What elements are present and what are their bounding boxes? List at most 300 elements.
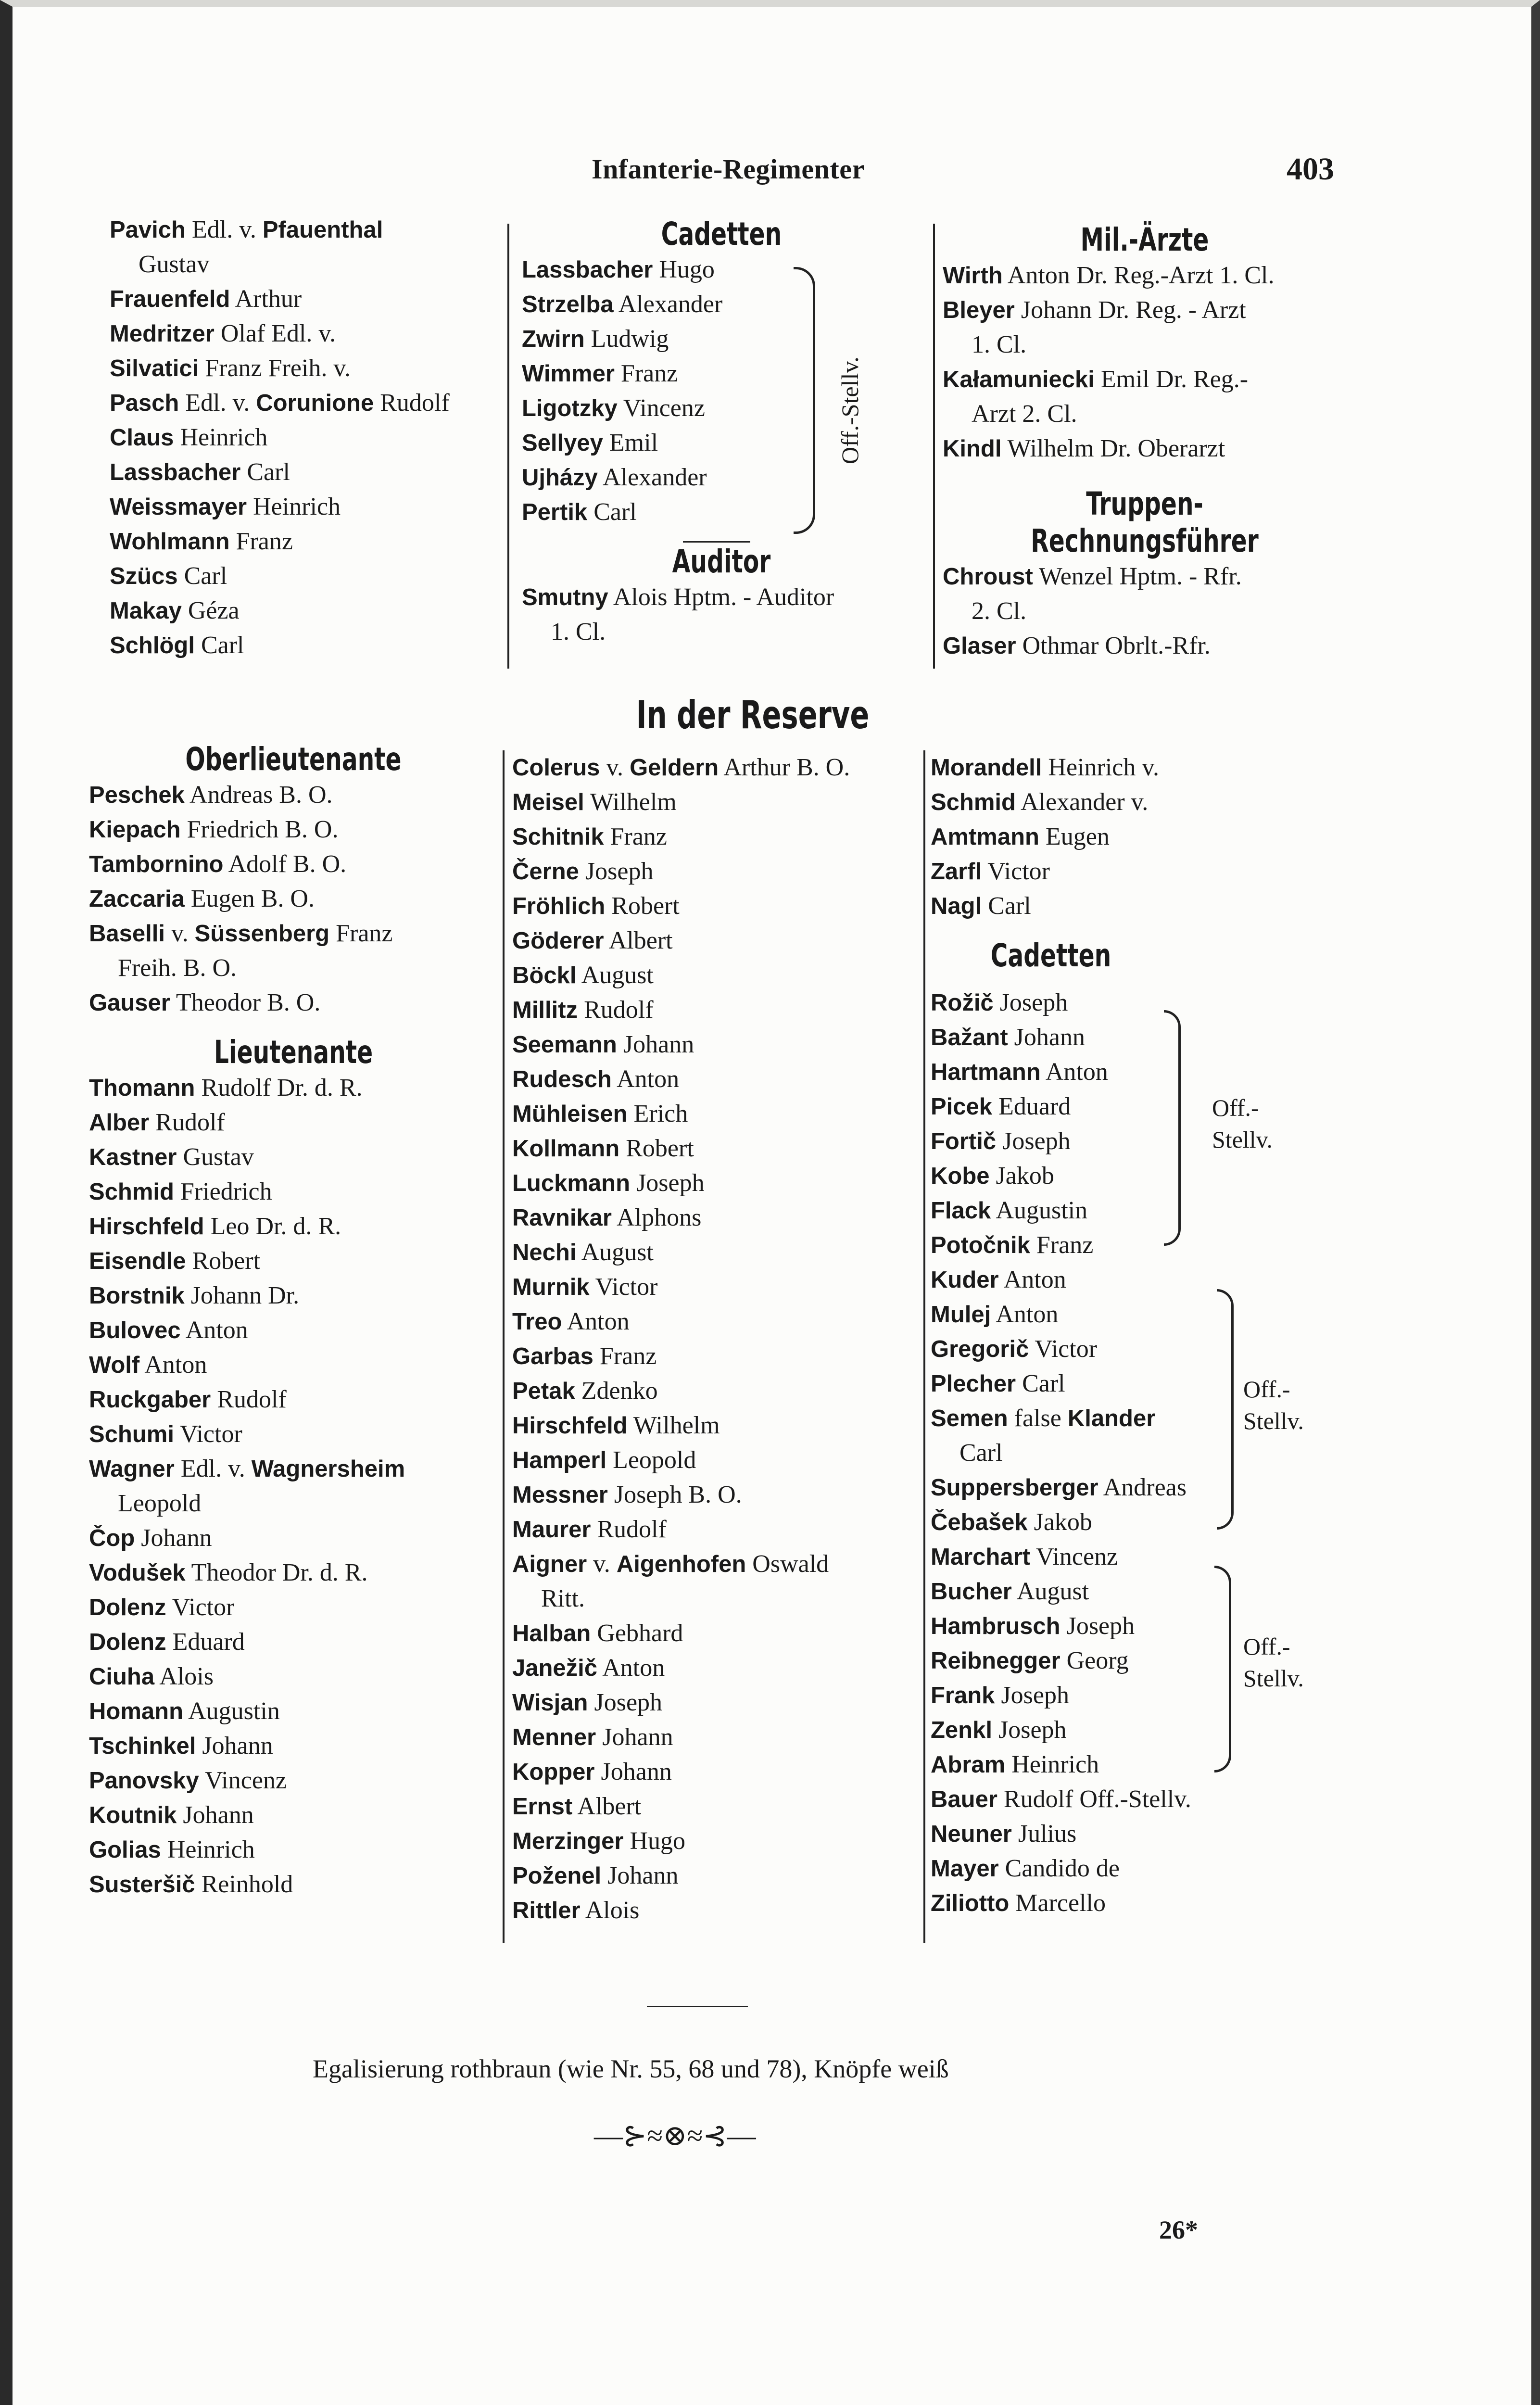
given-name: Oswald	[746, 1550, 829, 1578]
reserve-heading: In der Reserve	[636, 693, 870, 737]
given-name: Edl. v.	[185, 216, 263, 243]
given-name: Victor	[174, 1420, 242, 1448]
list-entry	[931, 889, 1363, 924]
surname: Čebašek	[931, 1509, 1028, 1535]
surname: Ernst	[512, 1794, 573, 1820]
list-entry	[512, 1789, 926, 1824]
given-name: Johann	[601, 1862, 679, 1889]
surname: Geldern	[630, 755, 719, 781]
surname: Claus	[110, 425, 174, 451]
given-name: Ludwig	[584, 325, 669, 353]
surname: Silvatici	[110, 355, 199, 381]
auditor-list	[522, 580, 921, 649]
list-entry	[89, 1833, 498, 1867]
surname: Panovsky	[89, 1768, 199, 1794]
list-entry	[931, 1851, 1363, 1886]
list-entry	[89, 916, 498, 951]
given-name: Alexander	[613, 291, 723, 318]
list-entry	[512, 1443, 926, 1478]
surname: Aigner	[512, 1551, 587, 1577]
given-name: Theodor Dr. d. R.	[185, 1559, 368, 1586]
given-name: Georg	[1060, 1647, 1129, 1674]
surname: Hirschfeld	[512, 1413, 628, 1439]
surname: Zwirn	[522, 326, 585, 352]
list-entry	[512, 1720, 926, 1755]
given-name: Joseph	[996, 1127, 1071, 1155]
list-entry	[110, 351, 504, 386]
list-entry	[89, 778, 498, 812]
reserve-list-right	[931, 750, 1363, 1921]
given-name: 1. Cl.	[551, 618, 606, 646]
given-name: Rudolf	[374, 389, 450, 417]
given-name: Ritt.	[541, 1585, 585, 1612]
given-name: Leo Dr. d. R.	[204, 1213, 341, 1240]
surname: Suppersberger	[931, 1475, 1098, 1501]
surname: Rožič	[931, 990, 994, 1016]
surname: Susteršič	[89, 1872, 195, 1898]
list-entry	[943, 559, 1347, 594]
given-name: Augustin	[183, 1697, 280, 1725]
list-entry	[931, 820, 1363, 854]
surname: Ravnikar	[512, 1205, 612, 1231]
given-name: Anton	[562, 1308, 630, 1335]
list-entry	[512, 1131, 926, 1166]
list-entry	[931, 986, 1363, 1020]
list-entry	[110, 282, 504, 316]
given-name: Anton	[611, 1065, 680, 1093]
list-entry	[89, 812, 498, 847]
given-name: Edl. v.	[179, 389, 256, 417]
egalisierung-note: Egalisierung rothbraun (wie Nr. 55, 68 und 78), Knöpfe weiß	[313, 2054, 949, 2083]
list-entry	[89, 1452, 498, 1486]
milaerzte-heading: Mil.-Ärzte	[1080, 221, 1209, 258]
given-name: Leopold	[118, 1490, 202, 1517]
given-name: 2. Cl.	[972, 597, 1027, 625]
surname: Wagner	[89, 1456, 175, 1482]
given-name: v.	[587, 1550, 617, 1578]
list-entry	[512, 1408, 926, 1443]
page-number: 403	[1287, 152, 1334, 187]
surname: Kindl	[943, 436, 1002, 462]
surname: Schmid	[89, 1179, 174, 1205]
given-name: Augustin	[991, 1197, 1088, 1224]
surname: Schitnik	[512, 824, 604, 850]
reserve-list-right-top	[931, 750, 1363, 924]
surname: Mayer	[931, 1856, 999, 1882]
list-entry	[89, 1486, 498, 1521]
list-entry	[931, 1332, 1363, 1367]
list-entry	[512, 785, 926, 820]
surname: Millitz	[512, 997, 578, 1023]
surname: Potočnik	[931, 1232, 1030, 1258]
given-name: Candido de	[998, 1855, 1120, 1882]
given-name: Alexander	[597, 464, 707, 491]
list-entry	[512, 1547, 926, 1582]
surname: Smutny	[522, 584, 608, 610]
list-entry	[931, 1297, 1363, 1332]
surname: Peschek	[89, 782, 185, 808]
given-name: August	[576, 962, 654, 989]
surname: Ziliotto	[931, 1890, 1010, 1916]
given-name: Eduard	[992, 1093, 1071, 1120]
list-entry	[89, 1105, 498, 1140]
given-name: Franz	[593, 1342, 657, 1370]
list-entry	[943, 258, 1347, 293]
divider	[683, 541, 750, 543]
given-name: Vincenz	[617, 394, 705, 422]
given-name: Olaf Edl. v.	[214, 320, 336, 347]
surname: Schlögl	[110, 633, 195, 658]
list-entry	[89, 1348, 498, 1382]
list-entry	[512, 1097, 926, 1131]
surname: Fröhlich	[512, 893, 606, 919]
surname: Mulej	[931, 1302, 991, 1328]
surname: Semen	[931, 1405, 1008, 1431]
surname: Ruckgaber	[89, 1387, 211, 1413]
auditor-heading: Auditor	[672, 543, 771, 580]
surname: Flack	[931, 1198, 991, 1224]
given-name: Hugo	[623, 1827, 685, 1855]
given-name: Johann	[196, 1732, 273, 1759]
list-entry	[512, 1062, 926, 1097]
surname: Makay	[110, 598, 182, 624]
given-name: Rudolf	[211, 1386, 287, 1413]
list-entry	[931, 1124, 1363, 1159]
cadetten-heading-reserve: Cadetten	[990, 937, 1111, 974]
list-entry	[522, 322, 921, 356]
surname: Borstnik	[89, 1283, 185, 1309]
given-name: Carl	[587, 498, 637, 526]
surname: Thomann	[89, 1075, 195, 1101]
list-entry	[89, 1729, 498, 1763]
surname: Lassbacher	[110, 459, 241, 485]
running-header: Infanterie-Regimenter	[592, 153, 865, 185]
surname: Golias	[89, 1837, 161, 1863]
given-name: Arzt 2. Cl.	[972, 400, 1077, 428]
list-entry	[931, 1263, 1363, 1297]
given-name: Carl	[194, 632, 244, 659]
list-entry	[89, 1382, 498, 1417]
surname: Szücs	[110, 563, 178, 589]
given-name: v.	[600, 754, 630, 781]
surname: Wohlmann	[110, 529, 230, 555]
surname: Glaser	[943, 633, 1016, 659]
lieutenante-heading: Lieutenante	[214, 1034, 373, 1071]
milaerzte-list	[943, 258, 1347, 466]
given-name: Carl	[240, 458, 290, 486]
surname: Amtmann	[931, 824, 1039, 850]
list-entry	[522, 287, 921, 322]
surname: Bauer	[931, 1786, 997, 1812]
surname: Hirschfeld	[89, 1214, 204, 1240]
surname: Bažant	[931, 1025, 1008, 1051]
list-entry	[89, 1590, 498, 1625]
brace-offstellv-2	[1217, 1289, 1234, 1530]
footer-divider	[647, 2006, 748, 2007]
given-name: Anton	[139, 1351, 207, 1379]
surname: Morandell	[931, 755, 1042, 781]
given-name: Johann	[177, 1801, 254, 1829]
surname: Rittler	[512, 1898, 581, 1924]
surname: Dolenz	[89, 1629, 166, 1655]
column-rule	[503, 750, 505, 1943]
list-entry	[110, 490, 504, 524]
given-name: Franz	[1030, 1231, 1094, 1259]
list-entry	[89, 986, 498, 1020]
list-entry	[110, 455, 504, 490]
list-entry	[110, 213, 504, 247]
given-name: Joseph	[588, 1689, 663, 1716]
surname: Pertik	[522, 499, 588, 525]
surname: Hamperl	[512, 1447, 607, 1473]
surname: Zarfl	[931, 859, 982, 885]
list-entry	[89, 1694, 498, 1729]
given-name: Emil Dr. Reg.-	[1094, 366, 1249, 393]
given-name: Victor	[166, 1594, 235, 1621]
signature-mark: 26*	[1159, 2215, 1198, 2244]
list-entry	[522, 460, 921, 495]
given-name: Wenzel Hptm. - Rfr.	[1033, 563, 1242, 590]
surname: Hambrusch	[931, 1613, 1060, 1639]
list-entry	[931, 1713, 1363, 1747]
given-name: Johann	[1008, 1024, 1085, 1051]
list-entry	[943, 594, 1347, 629]
given-name: Heinrich	[174, 424, 268, 451]
given-name: Franz	[604, 823, 667, 850]
given-name: Joseph	[995, 1682, 1069, 1709]
list-entry	[89, 882, 498, 916]
lieutenante-list	[89, 1071, 498, 1902]
list-entry	[931, 1540, 1363, 1574]
truppen-list	[943, 559, 1347, 663]
list-entry	[89, 1659, 498, 1694]
list-entry	[943, 431, 1347, 466]
list-entry	[512, 1651, 926, 1685]
given-name: Joseph	[992, 1716, 1067, 1744]
surname: Ujházy	[522, 465, 598, 491]
surname: Alber	[89, 1110, 150, 1136]
list-entry	[110, 524, 504, 559]
surname: Göderer	[512, 928, 604, 954]
list-entry	[512, 820, 926, 854]
given-name: Victor	[589, 1273, 658, 1301]
given-name: 1. Cl.	[972, 331, 1027, 358]
ornament-divider: —⊱≈⊗≈⊰—	[594, 2120, 756, 2152]
list-entry	[512, 958, 926, 993]
given-name: v.	[164, 920, 195, 947]
list-entry	[89, 1798, 498, 1833]
list-entry	[89, 1521, 498, 1556]
surname: Medritzer	[110, 321, 215, 347]
surname: Gauser	[89, 990, 170, 1016]
given-name: Johann Dr. Reg. - Arzt	[1014, 296, 1246, 324]
offstellv-label: Off.-Stellv.	[836, 356, 863, 464]
given-name: Friedrich B. O.	[180, 816, 339, 843]
given-name: Julius	[1011, 1820, 1077, 1848]
list-entry	[110, 594, 504, 628]
surname: Bucher	[931, 1579, 1012, 1605]
surname: Hartmann	[931, 1059, 1041, 1085]
given-name: Victor	[1029, 1335, 1098, 1363]
given-name: false	[1008, 1405, 1068, 1432]
surname: Tschinkel	[89, 1733, 196, 1759]
surname: Janežič	[512, 1655, 598, 1681]
given-name: Victor	[982, 858, 1050, 885]
list-entry	[931, 1505, 1363, 1540]
list-entry	[931, 1089, 1363, 1124]
surname: Kuder	[931, 1267, 999, 1293]
offstellv-label-2: Off.- Stellv.	[1243, 1376, 1304, 1434]
surname: Seemann	[512, 1032, 617, 1058]
given-name: Wilhelm	[627, 1412, 720, 1439]
list-entry	[512, 1027, 926, 1062]
given-name: Freih. B. O.	[118, 954, 237, 982]
surname: Zaccaria	[89, 886, 185, 912]
surname: Neuner	[931, 1821, 1012, 1847]
offstellv-label-1: Off.- Stellv.	[1212, 1094, 1273, 1153]
given-name: Erich	[627, 1100, 688, 1127]
surname: Petak	[512, 1378, 575, 1404]
given-name: Joseph	[1060, 1612, 1135, 1640]
list-entry	[931, 1193, 1363, 1228]
surname: Gregorič	[931, 1336, 1029, 1362]
list-entry	[931, 1782, 1363, 1817]
list-entry	[522, 615, 921, 649]
given-name: Heinrich	[161, 1836, 255, 1863]
given-name: Reinhold	[195, 1871, 293, 1898]
list-entry	[522, 580, 921, 615]
list-entry	[943, 328, 1347, 362]
list-entry	[110, 559, 504, 594]
surname: Maurer	[512, 1517, 591, 1543]
list-entry	[931, 1886, 1363, 1921]
surname: Murnik	[512, 1274, 590, 1300]
list-entry	[931, 1747, 1363, 1782]
given-name: Eugen	[1039, 823, 1110, 850]
given-name: Arthur	[230, 285, 302, 313]
surname: Nagl	[931, 893, 982, 919]
given-name: Albert	[604, 927, 673, 954]
surname: Poženel	[512, 1863, 602, 1889]
surname: Kopper	[512, 1759, 595, 1785]
given-name: Vincenz	[199, 1767, 287, 1794]
given-name: Theodor B. O.	[170, 989, 321, 1016]
surname: Zenkl	[931, 1717, 992, 1743]
given-name: Gustav	[139, 251, 210, 278]
brace-offstellv-top	[794, 267, 815, 534]
surname: Nechi	[512, 1240, 577, 1266]
surname: Chroust	[943, 564, 1033, 590]
surname: Marchart	[931, 1544, 1030, 1570]
surname: Kałamuniecki	[943, 367, 1095, 392]
given-name: Franz	[614, 360, 678, 387]
list-entry	[522, 253, 921, 287]
surname: Koutnik	[89, 1802, 177, 1828]
surname: Weissmayer	[110, 494, 247, 520]
surname: Schumi	[89, 1421, 174, 1447]
surname: Sellyey	[522, 430, 603, 456]
cadetten-heading: Cadetten	[661, 215, 782, 253]
surname: Wimmer	[522, 361, 615, 387]
list-entry	[512, 1270, 926, 1304]
list-entry	[931, 854, 1363, 889]
list-entry	[943, 293, 1347, 328]
given-name: Carl	[959, 1439, 1003, 1467]
surname: Schmid	[931, 789, 1016, 815]
surname: Merzinger	[512, 1828, 624, 1854]
list-entry	[943, 397, 1347, 431]
given-name: Adolf B. O.	[223, 850, 347, 878]
surname: Wirth	[943, 263, 1003, 289]
given-name: Robert	[186, 1247, 261, 1275]
given-name: August	[576, 1239, 654, 1266]
given-name: Franz	[329, 920, 393, 947]
surname: Pavich	[110, 217, 186, 243]
given-name: Joseph	[993, 989, 1068, 1016]
surname: Baselli	[89, 921, 165, 947]
given-name: Jakob	[989, 1162, 1054, 1190]
list-entry	[931, 1470, 1363, 1505]
surname: Dolenz	[89, 1595, 166, 1620]
given-name: Carl	[982, 892, 1031, 920]
given-name: Alphons	[612, 1204, 702, 1231]
surname: Lassbacher	[522, 257, 653, 283]
given-name: Franz Freih. v.	[199, 354, 351, 382]
column-rule	[933, 224, 935, 669]
reserve-officers-column	[89, 741, 498, 1902]
list-entry	[512, 1755, 926, 1789]
list-entry	[512, 1616, 926, 1651]
given-name: Joseph B. O.	[607, 1481, 742, 1508]
given-name: Andreas B. O.	[184, 781, 333, 809]
given-name: Anton Dr. Reg.-Arzt 1. Cl.	[1002, 262, 1275, 289]
surname: Reibnegger	[931, 1648, 1060, 1674]
given-name: August	[1011, 1578, 1089, 1605]
given-name: Friedrich	[174, 1178, 272, 1205]
given-name: Johann	[596, 1723, 673, 1751]
officer-list-top	[110, 213, 504, 663]
given-name: Anton	[998, 1266, 1066, 1293]
given-name: Gebhard	[591, 1620, 683, 1647]
list-entry	[89, 1313, 498, 1348]
column-rule	[923, 750, 925, 1943]
given-name: Anton	[991, 1301, 1059, 1328]
surname: Wagnersheim	[251, 1456, 405, 1482]
list-entry	[89, 1417, 498, 1452]
given-name: Robert	[605, 892, 680, 920]
surname: Abram	[931, 1752, 1006, 1778]
given-name: Robert	[619, 1135, 694, 1162]
list-entry	[512, 1339, 926, 1374]
surname: Ligotzky	[522, 395, 618, 421]
given-name: Zdenko	[575, 1377, 658, 1405]
list-entry	[512, 1824, 926, 1859]
list-entry	[931, 1574, 1363, 1609]
given-name: Alois	[154, 1663, 214, 1690]
list-entry	[512, 1235, 926, 1270]
list-entry	[110, 628, 504, 663]
surname: Aigenhofen	[616, 1551, 746, 1577]
list-entry	[110, 247, 504, 282]
given-name: Géza	[181, 597, 240, 624]
list-entry	[931, 750, 1363, 785]
list-entry	[89, 1140, 498, 1175]
list-entry	[110, 386, 504, 420]
given-name: Johann	[135, 1524, 212, 1552]
surname: Garbas	[512, 1343, 593, 1369]
given-name: Jakob	[1027, 1508, 1092, 1536]
list-entry	[931, 1436, 1363, 1470]
